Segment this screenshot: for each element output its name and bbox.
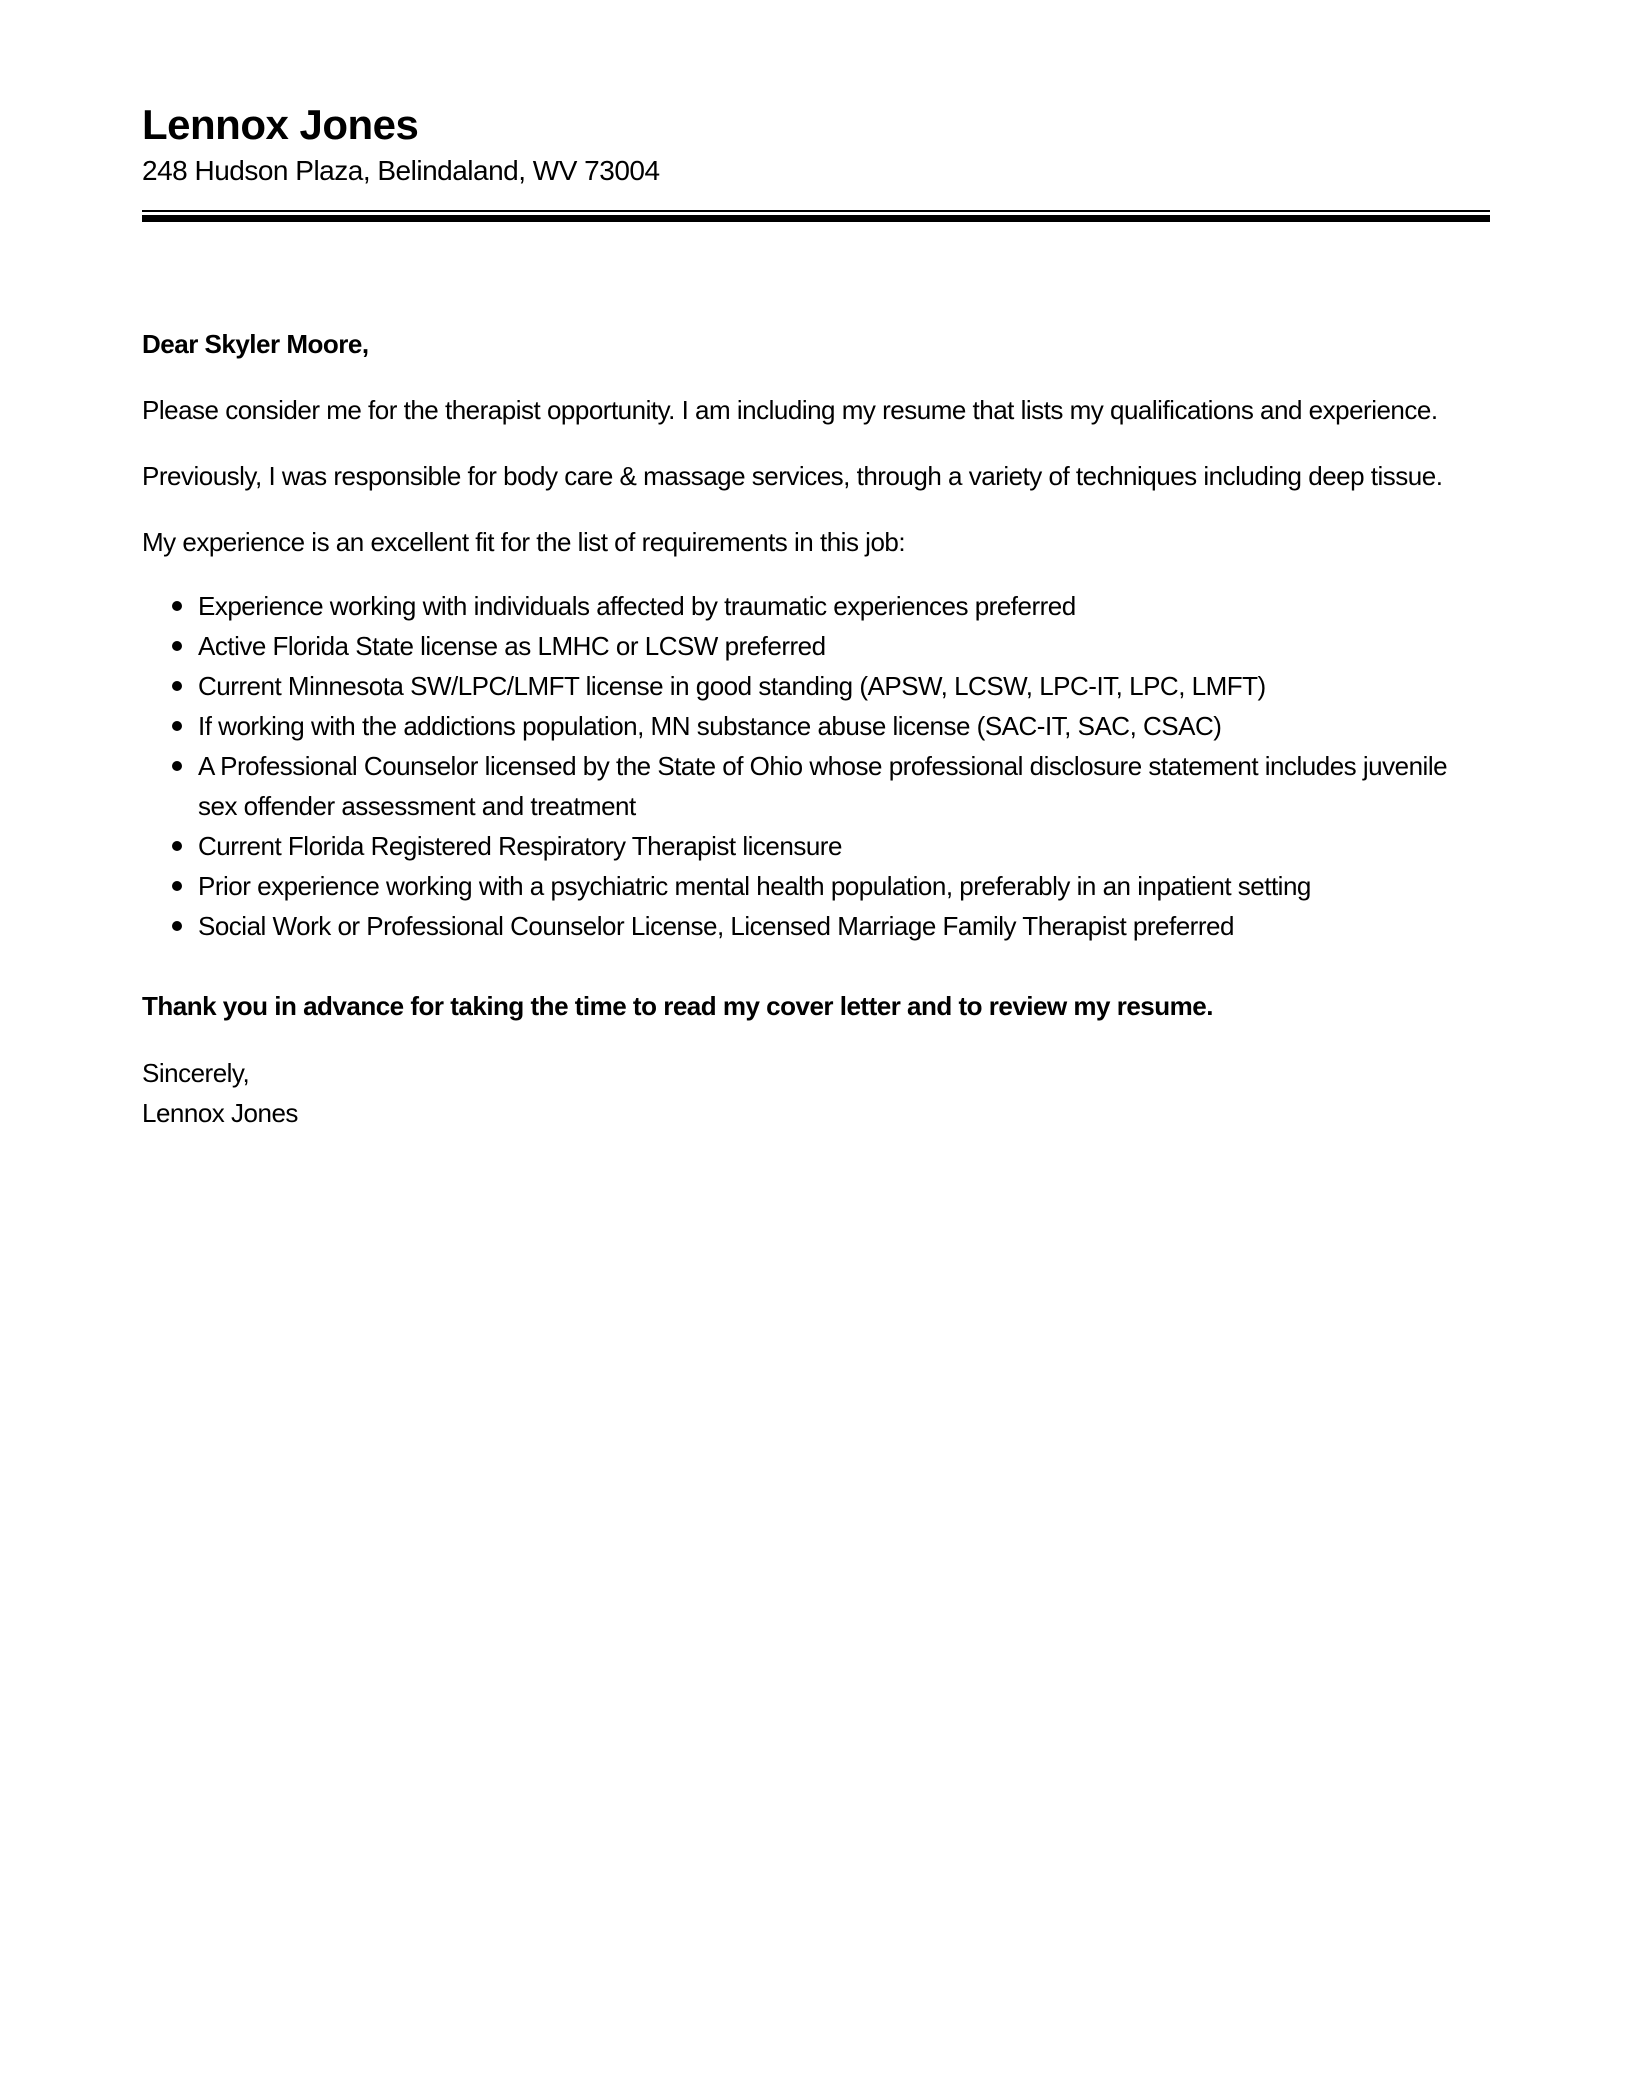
requirement-item: Prior experience working with a psychiatric mental health population, preferably in an inpatient setting xyxy=(142,866,1490,906)
requirement-item: Current Florida Registered Respiratory Therapist licensure xyxy=(142,826,1490,866)
signoff: Sincerely, xyxy=(142,1058,250,1088)
greeting: Dear Skyler Moore, xyxy=(142,329,369,359)
letter-body xyxy=(142,322,1490,1133)
requirement-item: A Professional Counselor licensed by the State of Ohio whose professional disclosure statement includes juvenile sex offender assessment and treatment xyxy=(142,746,1490,826)
requirement-item: Active Florida State license as LMHC or LCSW preferred xyxy=(142,626,1490,666)
intro-paragraph: Please consider me for the therapist opportunity. I am including my resume that lists my qualifications and experience. xyxy=(142,395,1438,425)
requirements-list xyxy=(142,586,1490,946)
sender-address: 248 Hudson Plaza, Belindaland, WV 73004 xyxy=(142,155,660,186)
sender-name: Lennox Jones xyxy=(142,101,419,148)
signature: Lennox Jones xyxy=(142,1098,298,1128)
requirement-item: Social Work or Professional Counselor License, Licensed Marriage Family Therapist preferred xyxy=(142,906,1490,946)
signoff-block xyxy=(142,1053,1490,1133)
requirement-item: Current Minnesota SW/LPC/LMFT license in good standing (APSW, LCSW, LPC-IT, LPC, LMFT) xyxy=(142,666,1490,706)
experience-paragraph: Previously, I was responsible for body care & massage services, through a variety of techniques including deep tissue. xyxy=(142,461,1443,491)
requirement-item: If working with the addictions population, MN substance abuse license (SAC-IT, SAC, CSAC) xyxy=(142,706,1490,746)
letter-header xyxy=(142,100,1490,222)
header-divider xyxy=(142,210,1490,222)
closing-statement: Thank you in advance for taking the time to read my cover letter and to review my resume. xyxy=(142,991,1213,1021)
fit-paragraph: My experience is an excellent fit for the list of requirements in this job: xyxy=(142,527,906,557)
requirement-item: Experience working with individuals affected by traumatic experiences preferred xyxy=(142,586,1490,626)
